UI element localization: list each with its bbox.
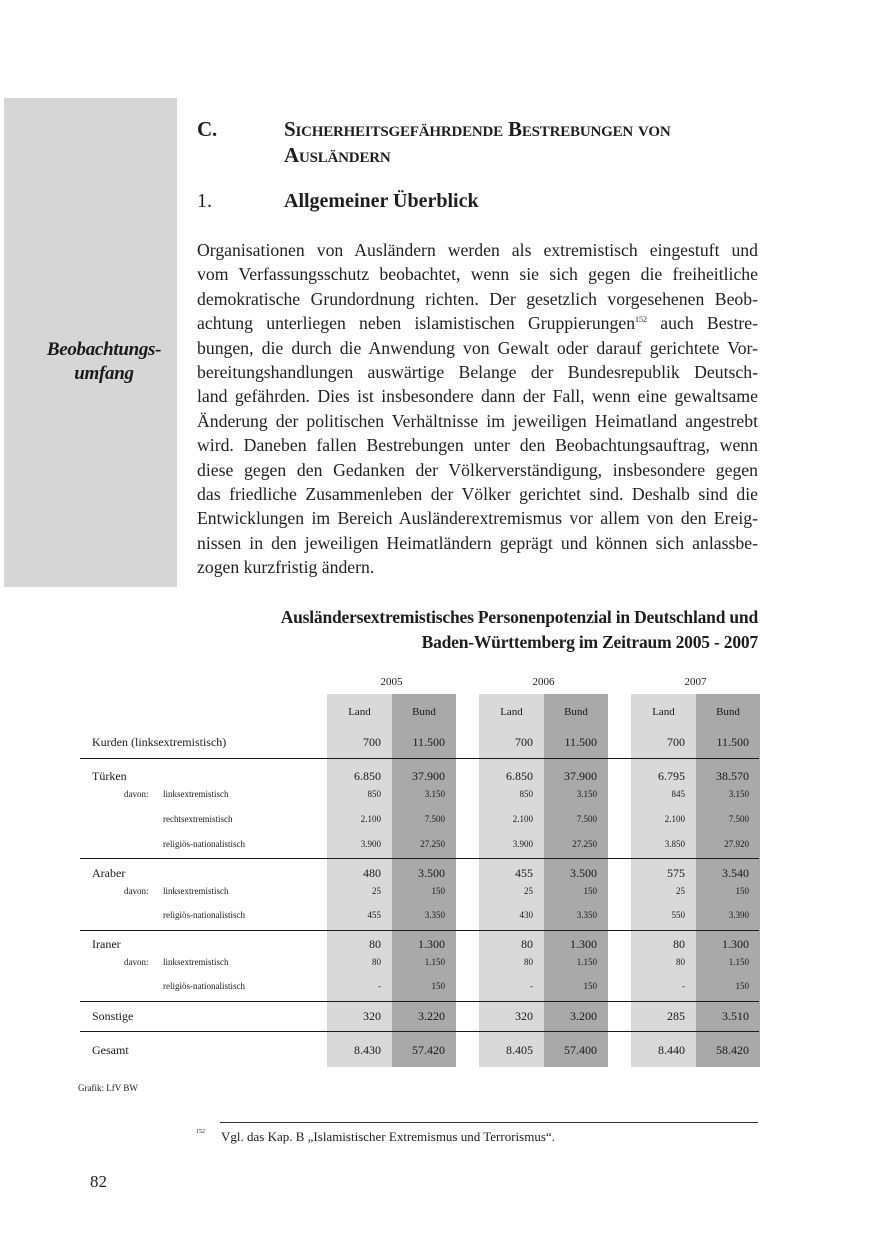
- table-value-cell: 1.150: [576, 957, 597, 967]
- table-value-cell: 6.850: [354, 769, 381, 783]
- table-value-cell: 700: [667, 735, 685, 749]
- table-value-cell: 550: [671, 910, 685, 920]
- section-number: C.: [197, 117, 218, 141]
- body-line: achtung unterliegen neben islamistischen Gruppierungen$^{152}$ auch Bestre-: [197, 313, 758, 334]
- row-sub-label: religiös-nationalistisch: [163, 910, 245, 920]
- body-line: diese gegen den Gedanken der Völkerverständigung, insbesondere gegen: [197, 459, 758, 480]
- footnote-divider: [220, 1122, 758, 1123]
- table-value-cell: 320: [363, 1009, 381, 1023]
- year-header: 2005: [380, 676, 403, 688]
- table-value-cell: 700: [515, 735, 533, 749]
- table-row-divider: [80, 1031, 759, 1032]
- row-group-label: Sonstige: [92, 1009, 134, 1023]
- body-line: Entwicklungen im Bereich Ausländerextremismus vor allem von den Ereig-: [197, 508, 758, 529]
- bund-header: Bund: [716, 706, 740, 718]
- table-value-cell: 27.920: [724, 839, 749, 849]
- table-title: [230, 605, 758, 655]
- table-value-cell: 320: [515, 1009, 533, 1023]
- table-value-cell: 2.100: [512, 814, 533, 824]
- table-value-cell: -: [530, 981, 533, 991]
- table-value-cell: 25: [524, 886, 533, 896]
- sidebar-label: [4, 338, 204, 386]
- table-value-cell: 150: [583, 886, 597, 896]
- body-line: bereitungshandlungen auswärtige Belange der Bundesrepublik Deutsch-: [197, 362, 758, 383]
- table-value-cell: 455: [515, 866, 533, 880]
- table-source: Grafik: LfV BW: [78, 1083, 138, 1093]
- table-value-cell: 3.900: [360, 839, 381, 849]
- table-value-cell: 7.500: [576, 814, 597, 824]
- bund-header: Bund: [564, 706, 588, 718]
- land-header: Land: [348, 706, 371, 718]
- table-value-cell: 80: [372, 957, 381, 967]
- table-value-cell: 1.300: [418, 937, 445, 951]
- table-value-cell: 700: [363, 735, 381, 749]
- table-value-cell: 3.220: [418, 1009, 445, 1023]
- table-value-cell: 1.150: [424, 957, 445, 967]
- year-header: 2006: [532, 676, 555, 688]
- body-line: Organisationen von Ausländern werden als extremistisch eingestuft und: [197, 240, 758, 260]
- body-line: zogen kurzfristig ändern.: [197, 557, 375, 578]
- table-row-divider: [80, 1001, 759, 1002]
- table-title-line2: Baden-Württemberg im Zeitraum 2005 - 2007: [421, 632, 758, 652]
- table-value-cell: 150: [431, 886, 445, 896]
- row-sub-label: linksextremistisch: [163, 789, 229, 799]
- land-header: Land: [500, 706, 523, 718]
- row-group-label: Gesamt: [92, 1043, 129, 1057]
- table-value-cell: 850: [367, 789, 381, 799]
- table-value-cell: 27.250: [420, 839, 445, 849]
- bund-header: Bund: [412, 706, 436, 718]
- table-value-cell: 3.350: [576, 910, 597, 920]
- table-row-divider: [80, 930, 759, 931]
- body-line: das friedliche Zusammenleben der Völker gerichtet sind. Deshalb sind die: [197, 484, 758, 505]
- table-value-cell: 2.100: [664, 814, 685, 824]
- table-value-cell: 150: [735, 886, 749, 896]
- row-sub-label: linksextremistisch: [163, 886, 229, 896]
- table-row-divider: [80, 758, 759, 759]
- table-value-cell: 57.400: [564, 1043, 597, 1057]
- table-value-cell: 150: [431, 981, 445, 991]
- table-value-cell: 3.510: [722, 1009, 749, 1023]
- body-line: vom Verfassungsschutz beobachtet, wenn sie sich gegen die freiheitliche: [197, 264, 758, 285]
- row-prefix-label: davon:: [124, 789, 149, 799]
- table-value-cell: 3.850: [664, 839, 685, 849]
- table-value-cell: 8.430: [354, 1043, 381, 1057]
- body-line: land gefährden. Dies ist insbesondere dann der Fall, wenn eine gewaltsame: [197, 386, 758, 407]
- section-title-line1: Sicherheitsgefährdende Bestrebungen von: [284, 117, 671, 141]
- table-value-cell: 3.200: [570, 1009, 597, 1023]
- section-title-line2: Ausländern: [284, 143, 391, 167]
- row-sub-label: religiös-nationalistisch: [163, 981, 245, 991]
- year-header: 2007: [684, 676, 707, 688]
- table-value-cell: -: [682, 981, 685, 991]
- table-value-cell: 3.900: [512, 839, 533, 849]
- table-value-cell: 3.150: [576, 789, 597, 799]
- row-sub-label: rechtsextremistisch: [163, 814, 233, 824]
- row-group-label: Iraner: [92, 937, 121, 951]
- body-line: bungen, die durch die Anwendung von Gewalt oder darauf gerichtete Vor-: [197, 337, 758, 358]
- body-line: wird. Daneben fallen Bestrebungen unter den Beobachtungsauftrag, wenn: [197, 435, 758, 456]
- table-value-cell: 150: [735, 981, 749, 991]
- table-value-cell: 80: [524, 957, 533, 967]
- subsection-number: 1.: [197, 190, 212, 212]
- body-line: nissen in den jeweiligen Heimatländern geprägt und können sich anlassbe-: [197, 532, 758, 553]
- table-value-cell: 11.500: [564, 735, 597, 749]
- table-value-cell: 845: [671, 789, 685, 799]
- row-group-label: Araber: [92, 866, 126, 880]
- table-value-cell: 3.150: [424, 789, 445, 799]
- table-value-cell: 455: [367, 910, 381, 920]
- table-value-cell: 58.420: [716, 1043, 749, 1057]
- body-line: Änderung der politischen Verhältnisse im jeweiligen Heimatland angestrebt: [197, 410, 758, 431]
- row-group-label: Türken: [92, 769, 127, 783]
- table-value-cell: 3.500: [418, 866, 445, 880]
- row-prefix-label: davon:: [124, 957, 149, 967]
- table-value-cell: 1.300: [570, 937, 597, 951]
- table-value-cell: 3.350: [424, 910, 445, 920]
- table-value-cell: 27.250: [572, 839, 597, 849]
- body-line: demokratische Grundordnung richten. Der gesetzlich vorgesehenen Beob-: [197, 288, 758, 309]
- table-value-cell: 430: [519, 910, 533, 920]
- footnote-ref: 152: [635, 315, 648, 325]
- table-value-cell: 8.440: [658, 1043, 685, 1057]
- table-value-cell: 37.900: [412, 769, 445, 783]
- footnote-text: Vgl. das Kap. B „Islamistischer Extremismus und Terrorismus“.: [221, 1129, 555, 1144]
- table-value-cell: 38.570: [716, 769, 749, 783]
- table-value-cell: 3.500: [570, 866, 597, 880]
- table-value-cell: 2.100: [360, 814, 381, 824]
- table-title-line1: Ausländersextremistisches Personenpotenzial in Deutschland und: [280, 607, 758, 627]
- sidebar-label-line1: Beobachtungs-: [46, 339, 162, 360]
- table-value-cell: -: [378, 981, 381, 991]
- sidebar-panel: [4, 98, 177, 587]
- table-value-cell: 3.150: [728, 789, 749, 799]
- table-value-cell: 25: [372, 886, 381, 896]
- table-value-cell: 7.500: [424, 814, 445, 824]
- table-value-cell: 80: [369, 937, 381, 951]
- page-number: 82: [90, 1172, 107, 1191]
- table-value-cell: 1.300: [722, 937, 749, 951]
- row-sub-label: religiös-nationalistisch: [163, 839, 245, 849]
- table-value-cell: 7.500: [728, 814, 749, 824]
- table-value-cell: 150: [583, 981, 597, 991]
- row-group-label: Kurden (linksextremistisch): [92, 735, 227, 749]
- table-value-cell: 480: [363, 866, 381, 880]
- table-value-cell: 6.795: [658, 769, 685, 783]
- table-value-cell: 6.850: [506, 769, 533, 783]
- land-header: Land: [652, 706, 675, 718]
- section-title: [284, 116, 754, 168]
- table-value-cell: 11.500: [412, 735, 445, 749]
- table-value-cell: 80: [521, 937, 533, 951]
- table-row-divider: [80, 858, 759, 859]
- table-value-cell: 1.150: [728, 957, 749, 967]
- table-value-cell: 3.390: [728, 910, 749, 920]
- body-paragraph: [197, 238, 758, 580]
- table-value-cell: 25: [676, 886, 685, 896]
- table-value-cell: 11.500: [716, 735, 749, 749]
- row-sub-label: linksextremistisch: [163, 957, 229, 967]
- subsection-title: Allgemeiner Überblick: [284, 190, 479, 212]
- table-value-cell: 850: [519, 789, 533, 799]
- table-value-cell: 575: [667, 866, 685, 880]
- table-value-cell: 8.405: [506, 1043, 533, 1057]
- table-value-cell: 285: [667, 1009, 685, 1023]
- sidebar-label-line2: umfang: [74, 363, 134, 384]
- table-value-cell: 80: [676, 957, 685, 967]
- table-value-cell: 57.420: [412, 1043, 445, 1057]
- table-value-cell: 3.540: [722, 866, 749, 880]
- table-value-cell: 37.900: [564, 769, 597, 783]
- row-prefix-label: davon:: [124, 886, 149, 896]
- footnote-number: 152: [196, 1129, 205, 1135]
- table-value-cell: 80: [673, 937, 685, 951]
